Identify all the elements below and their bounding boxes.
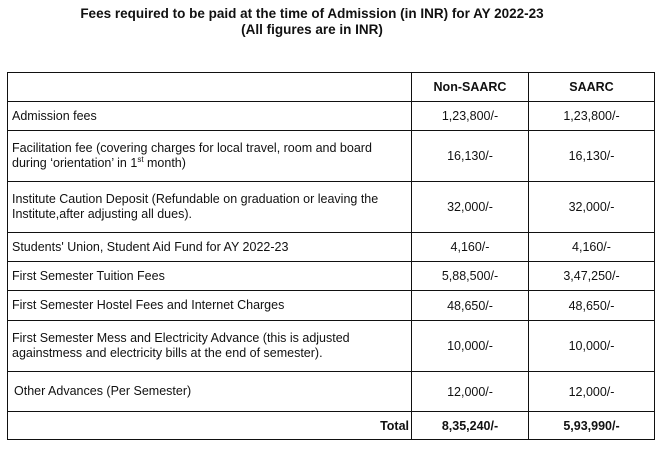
row-item: First Semester Mess and Electricity Advance (this is adjusted againstmess and electricity bills at the end of semester).: [8, 321, 412, 372]
header-saarc: SAARC: [529, 73, 655, 102]
table-row: [8, 372, 655, 412]
table-row: [8, 102, 655, 131]
table-row: [8, 291, 655, 321]
table-header-row: [8, 73, 655, 102]
row-item: First Semester Tuition Fees: [8, 262, 412, 291]
row-non-saarc: 16,130/-: [412, 131, 529, 182]
row-non-saarc: 5,88,500/-: [412, 262, 529, 291]
row-saarc: 48,650/-: [529, 291, 655, 321]
row-non-saarc: 12,000/-: [412, 372, 529, 412]
row-item: Other Advances (Per Semester): [8, 372, 412, 412]
row-non-saarc: 32,000/-: [412, 182, 529, 233]
document-title: Fees required to be paid at the time of Admission (in INR) for AY 2022-23: [80, 6, 544, 21]
total-label: Total: [8, 412, 412, 440]
row-non-saarc: 1,23,800/-: [412, 102, 529, 131]
row-saarc: 1,23,800/-: [529, 102, 655, 131]
table-row: [8, 233, 655, 262]
row-item-text: Facilitation fee (covering charges for local travel, room and board during ‘orientation’ in 1: [12, 141, 372, 170]
row-item: [8, 131, 412, 182]
fees-table: [7, 72, 655, 440]
row-item: Institute Caution Deposit (Refundable on graduation or leaving the Institute,after adjusting all dues).: [8, 182, 412, 233]
row-non-saarc: 10,000/-: [412, 321, 529, 372]
row-saarc: 4,160/-: [529, 233, 655, 262]
total-row: [8, 412, 655, 440]
row-item: Students' Union, Student Aid Fund for AY 2022-23: [8, 233, 412, 262]
row-saarc: 10,000/-: [529, 321, 655, 372]
row-saarc: 32,000/-: [529, 182, 655, 233]
total-non-saarc: 8,35,240/-: [412, 412, 529, 440]
table-row: [8, 182, 655, 233]
row-saarc: 16,130/-: [529, 131, 655, 182]
row-saarc: 3,47,250/-: [529, 262, 655, 291]
header-item: [8, 73, 412, 102]
row-item-text-end: month): [143, 156, 186, 170]
table-row: [8, 262, 655, 291]
row-item: Admission fees: [8, 102, 412, 131]
row-non-saarc: 48,650/-: [412, 291, 529, 321]
table-row: [8, 321, 655, 372]
row-item-superscript: st: [137, 154, 144, 164]
row-item: First Semester Hostel Fees and Internet Charges: [8, 291, 412, 321]
row-saarc: 12,000/-: [529, 372, 655, 412]
document-subtitle: (All figures are in INR): [241, 22, 383, 37]
row-non-saarc: 4,160/-: [412, 233, 529, 262]
total-saarc: 5,93,990/-: [529, 412, 655, 440]
header-non-saarc: Non-SAARC: [412, 73, 529, 102]
table-row: [8, 131, 655, 182]
